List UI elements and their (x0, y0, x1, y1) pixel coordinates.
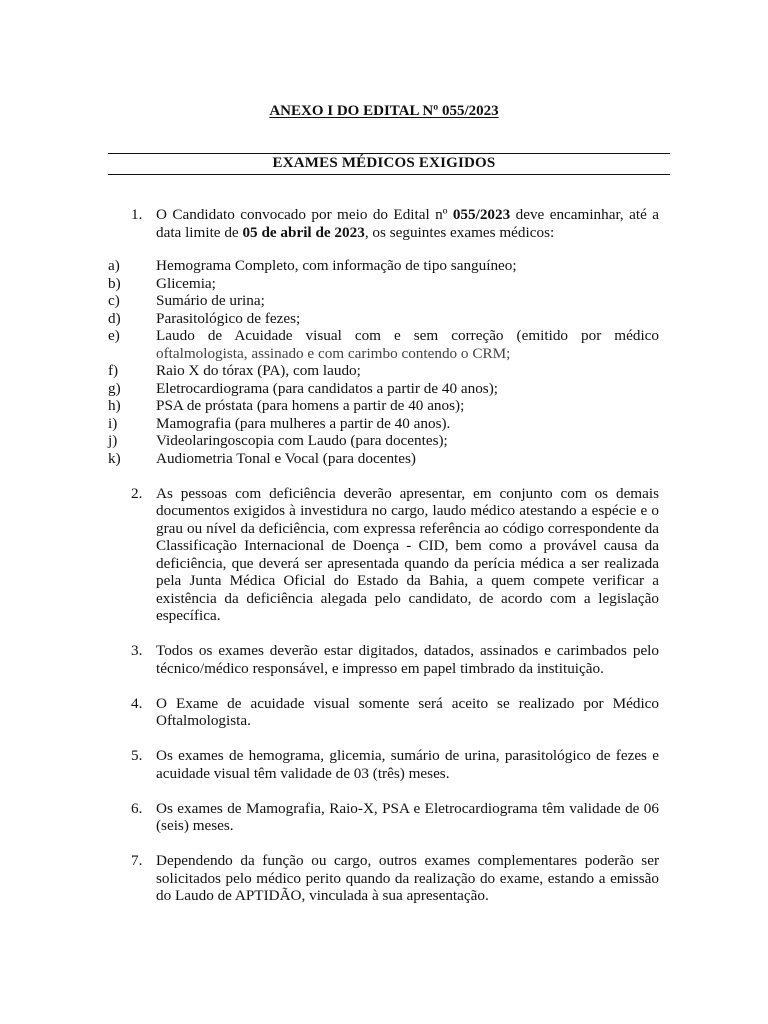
exam-text: Glicemia; (156, 274, 216, 292)
item-number: 7. (131, 852, 143, 869)
exam-text: Mamografia (para mulheres a partir de 40 anos). (156, 414, 451, 432)
item-number: 3. (131, 642, 143, 659)
numbered-item-7 (131, 852, 659, 905)
exam-list-item (108, 275, 659, 293)
exam-label: k) (108, 449, 121, 467)
exam-list-item (108, 415, 659, 433)
title-top-rule (108, 153, 670, 154)
item-text: Os exames de Mamografia, Raio-X, PSA e Eletrocardiograma têm validade de 06 (seis) meses. (156, 799, 659, 834)
item-text: , os seguintes exames médicos: (364, 223, 555, 241)
item-text: deve encaminhar, até a data limite de (156, 206, 659, 241)
exam-text: Parasitológico de fezes; (156, 309, 301, 327)
item-text: As pessoas com deficiência deverão apresentar, em conjunto com os demais documentos exigidos à investidura no cargo, laudo médico atestando a espécie e o grau ou nível da deficiência, com expressa referência ao código correspondente da Classificação Internacional de Doença - CID, bem como a provável causa da deficiência, que deverá ser apresentada quando da perícia médica a ser realizada pela Junta Médica Oficial do Estado da Bahia, a quem compete verificar a existência da deficiência alegada pelo candidato, de acordo com a legislação específica. (156, 484, 659, 624)
item-number: 2. (131, 484, 143, 502)
exam-list (108, 257, 659, 467)
exam-label: j) (108, 432, 118, 449)
exam-list-item (108, 292, 659, 310)
exam-text: Videolaringoscopia com Laudo (para docentes); (156, 432, 448, 449)
item-text: Dependendo da função ou cargo, outros exames complementares poderão ser solicitados pelo médico perito quando da realização do exame, estando a emissão do Laudo de APTIDÃO, vinculada à sua apresentação. (156, 852, 659, 904)
exam-list-item (108, 450, 659, 468)
exam-label: i) (108, 414, 118, 432)
numbered-item-6 (131, 800, 659, 835)
exam-label: b) (108, 274, 121, 292)
exam-label: g) (108, 379, 121, 397)
exam-label: d) (108, 309, 121, 327)
exam-label: h) (108, 397, 121, 414)
deadline-date: 05 de abril de 2023 (242, 223, 365, 241)
exam-text: Sumário de urina; (156, 292, 265, 309)
exam-label: e) (108, 327, 120, 344)
exams-title: EXAMES MÉDICOS EXIGIDOS (272, 155, 496, 171)
item-text: O Exame de acuidade visual somente será aceito se realizado por Médico Oftalmologista. (156, 694, 659, 729)
exam-text: Raio X do tórax (PA), com laudo; (156, 362, 361, 379)
item-number: 1. (131, 206, 143, 223)
numbered-item-5 (131, 747, 659, 782)
exam-label: a) (108, 257, 120, 274)
item-text: Todos os exames deverão estar digitados, datados, assinados e carimbados pelo técnico/médico responsável, e impresso em papel timbrado da instituição. (156, 642, 659, 677)
annex-title: ANEXO I DO EDITAL Nº 055/2023 (269, 103, 499, 119)
exam-label: f) (108, 362, 119, 379)
exam-list-item (108, 327, 659, 362)
title-bottom-rule (108, 174, 670, 175)
exam-list-item (108, 362, 659, 380)
numbered-item-3 (131, 642, 659, 677)
edital-number: 055/2023 (452, 206, 511, 223)
item-text: Os exames de hemograma, glicemia, sumário de urina, parasitológico de fezes e acuidade visual têm validade de 03 (três) meses. (156, 747, 659, 782)
exam-list-item (108, 432, 659, 450)
exam-text: PSA de próstata (para homens a partir de 40 anos); (156, 397, 465, 414)
exam-text: Audiometria Tonal e Vocal (para docentes) (156, 449, 416, 467)
exam-text: Hemograma Completo, com informação de tipo sanguíneo; (156, 257, 517, 274)
document-body (108, 206, 659, 905)
item-text: O Candidato convocado por meio do Edital nº (156, 206, 453, 223)
item-number: 4. (131, 694, 143, 712)
numbered-item-1 (131, 206, 659, 241)
exam-text: Eletrocardiograma (para candidatos a partir de 40 anos); (156, 379, 498, 397)
item-number: 6. (131, 799, 143, 817)
item-number: 5. (131, 747, 143, 764)
exam-list-item (108, 257, 659, 275)
numbered-item-2 (131, 485, 659, 625)
exam-list-item (108, 380, 659, 398)
exam-list-item (108, 397, 659, 415)
exam-text-continued: oftalmologista, assinado e com carimbo contendo o CRM; (156, 344, 511, 362)
exam-label: c) (108, 292, 120, 309)
numbered-item-4 (131, 695, 659, 730)
exam-list-item (108, 310, 659, 328)
exam-text: Laudo de Acuidade visual com e sem correção (emitido por médico (156, 327, 659, 344)
